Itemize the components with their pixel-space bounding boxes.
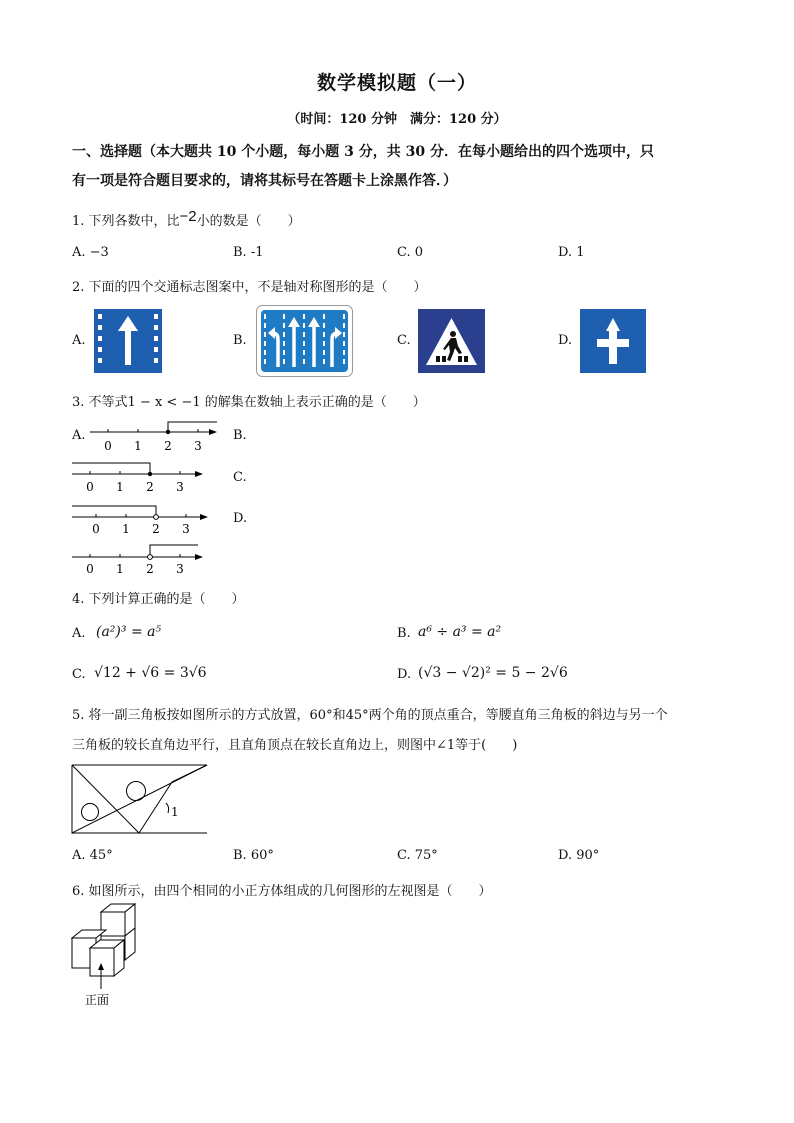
- q4-stem: 4. 下列计算正确的是（ ）: [72, 592, 245, 607]
- number-line-b: [72, 458, 207, 494]
- q4-expr-c: √12 + √6 = 3√6: [94, 665, 207, 681]
- q1-option-a[interactable]: A. −3: [72, 245, 109, 260]
- number-line-a: [90, 418, 220, 454]
- front-label: 正面: [85, 993, 110, 1007]
- q2-label-c[interactable]: C.: [397, 333, 411, 348]
- traffic-sign-c-pedestrian-crossing: [418, 309, 485, 373]
- q3-stem: 3. 不等式1 − x < −1 的解集在数轴上表示正确的是（ ）: [72, 395, 426, 410]
- q4-label-c[interactable]: C.: [72, 667, 86, 682]
- tick-3: 3: [194, 439, 202, 453]
- q6-stem: 6. 如图所示，由四个相同的小正方体组成的几何图形的左视图是（ ）: [72, 884, 492, 899]
- q5-option-d[interactable]: D. 90°: [558, 848, 600, 863]
- q2-label-d[interactable]: D.: [558, 333, 573, 348]
- q2-label-b[interactable]: B.: [233, 333, 247, 348]
- traffic-sign-a-straight-arrow: [94, 309, 162, 373]
- tick-2: 2: [152, 522, 160, 536]
- section-heading-line2: 有一项是符合题目要求的，请将其标号在答题卡上涂黑作答．）: [72, 173, 457, 189]
- q5-stem-line2: 三角板的较长直角边平行，且直角顶点在较长直角边上，则图中∠1等于( ): [72, 738, 518, 753]
- q4-label-b[interactable]: B.: [397, 626, 411, 641]
- traffic-sign-d-crossroad: [580, 309, 646, 373]
- q4-label-d[interactable]: D.: [397, 667, 412, 682]
- tick-1: 1: [116, 480, 124, 494]
- tick-0: 0: [104, 439, 112, 453]
- section-heading-line1: 一、选择题（本大题共 10 个小题，每小题 3 分，共 30 分．在每小题给出的四个选项中，只: [72, 144, 654, 160]
- q2-stem: 2. 下面的四个交通标志图案中，不是轴对称图形的是（ ）: [72, 280, 427, 295]
- q3-label-d[interactable]: D.: [233, 511, 248, 526]
- q5-stem-line1: 5. 将一副三角板按如图所示的方式放置，60°和45°两个角的顶点重合，等腰直角三角板的斜边与另一个: [72, 708, 668, 723]
- page-title: 数学模拟题（一）: [316, 72, 477, 94]
- cubes-figure: [70, 903, 140, 1013]
- q3-label-a[interactable]: A.: [72, 428, 86, 443]
- tick-2: 2: [146, 562, 154, 576]
- tick-0: 0: [92, 522, 100, 536]
- q4-expr-b: a⁶ ÷ a³ = a²: [418, 624, 502, 640]
- tick-0: 0: [86, 562, 94, 576]
- tick-3: 3: [176, 562, 184, 576]
- q4-expr-d: (√3 − √2)² = 5 − 2√6: [418, 665, 568, 681]
- tick-0: 0: [86, 480, 94, 494]
- q1-option-c[interactable]: C. 0: [397, 245, 424, 260]
- tick-1: 1: [122, 522, 130, 536]
- q1-stem: [72, 210, 301, 229]
- q5-option-c[interactable]: C. 75°: [397, 848, 438, 863]
- number-line-c: [72, 500, 212, 536]
- triangle-rulers-figure: [70, 763, 212, 835]
- q3-label-b[interactable]: B.: [233, 428, 247, 443]
- tick-1: 1: [134, 439, 142, 453]
- q4-expr-a: (a²)³ = a⁵: [96, 624, 162, 640]
- tick-3: 3: [176, 480, 184, 494]
- tick-2: 2: [146, 480, 154, 494]
- q5-option-a[interactable]: A. 45°: [72, 848, 113, 863]
- q5-option-b[interactable]: B. 60°: [233, 848, 274, 863]
- angle-1-label: 1: [171, 805, 179, 819]
- q4-label-a[interactable]: A.: [72, 626, 86, 641]
- q2-label-a[interactable]: A.: [72, 333, 86, 348]
- q1-stem-a: 1. 下列各数中，比: [72, 214, 180, 229]
- tick-2: 2: [164, 439, 172, 453]
- number-line-d: [72, 540, 207, 576]
- page-subtitle: （时间：120 分钟 满分：120 分）: [287, 112, 507, 127]
- q1-stem-b: 小的数是（ ）: [196, 214, 301, 229]
- q3-label-c[interactable]: C.: [233, 470, 247, 485]
- tick-1: 1: [116, 562, 124, 576]
- traffic-sign-b-lane-arrows: [256, 305, 353, 377]
- q1-stem-num: −2: [179, 208, 197, 225]
- tick-3: 3: [182, 522, 190, 536]
- q1-option-d[interactable]: D. 1: [558, 245, 585, 260]
- q1-option-b[interactable]: B. -1: [233, 245, 264, 260]
